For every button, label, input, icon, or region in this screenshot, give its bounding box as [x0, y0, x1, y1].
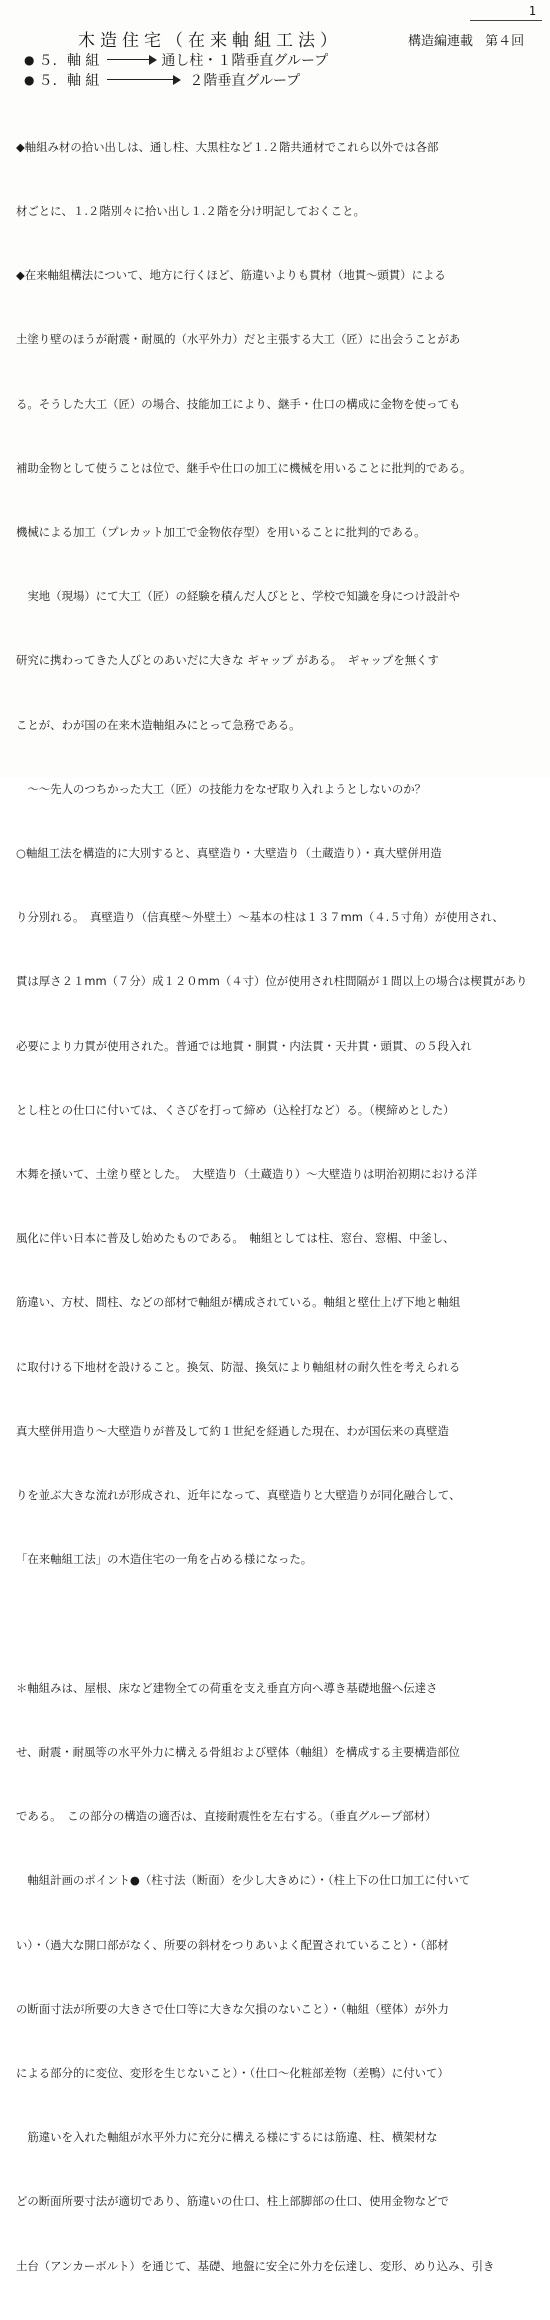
- text-line: 補助金物として使うことは位で、継手や仕口の加工に機械を用いることに批判的である。: [16, 460, 472, 475]
- text-line: 筋違いを入れた軸組が水平外力に充分に構える様にするには筋違、柱、横架材な: [16, 2130, 438, 2145]
- text-line: の断面寸法が所要の大きさで仕口等に大きな欠損のないこと）・（軸組（壁体）が外力: [16, 2001, 449, 2016]
- text-line: せ、耐震・耐風等の水平外力に構える骨組および壁体（軸組）を構成する主要構造部位: [16, 1744, 460, 1759]
- section-term: 軸 組: [66, 73, 100, 89]
- text-line: ◆在来軸組構法について、地方に行くほど、筋違いよりも貫材（地貫〜頭貫）による: [16, 268, 446, 283]
- text-line: ○軸組工法を構造的に大別すると、真壁造り・大壁造り（土蔵造り）・真大壁併用造: [16, 846, 442, 861]
- series-issue: 第４回: [485, 34, 525, 49]
- text-line: による部分的に変位、変形を生じないこと）・（仕口〜化粧部差物（差鴨）に付いて）: [16, 2065, 449, 2080]
- page-number: 1: [528, 4, 536, 18]
- right-arrow-icon: [107, 75, 181, 85]
- text-line: 必要により力貫が使用された。普通では地貫・胴貫・内法貫・天井貫・頭貫、の５段入れ: [16, 1038, 472, 1053]
- text-line: 筋違い、方杖、間柱、などの部材で軸組が構成されている。軸組と壁仕上げ下地と軸組: [16, 1295, 461, 1310]
- text-line: である。 この部分の構造の適否は、直接耐震性を左右する。（垂直グループ部材）: [16, 1809, 437, 1824]
- bullet-dot: ●: [24, 53, 35, 67]
- text-line: に取付ける下地材を設けること。換気、防湿、換気により軸組材の耐久性を考えられる: [16, 1359, 461, 1374]
- series-label: 構造編連載: [408, 34, 474, 49]
- text-line: る。そうした大工（匠）の場合、技能加工により、継手・仕口の構成に金物を使っても: [16, 396, 461, 411]
- text-line: 研究に携わってきた人びとのあいだに大きな ギャップ がある。 ギャップを無くす: [16, 653, 439, 668]
- text-line: どの断面所要寸法が適切であり、筋違いの仕口、柱上部脚部の仕口、使用金物などで: [16, 2194, 449, 2209]
- text-line: 「在来軸組工法」の木造住宅の一角を占める様になった。: [16, 1552, 313, 1567]
- section-heading-2: [24, 70, 302, 90]
- text-line: ◆軸組み材の拾い出しは、通し柱、大黒柱など１.２階共通材でこれら以外では各部: [16, 139, 439, 154]
- section-item-1: 通し柱・１階垂直グループ: [161, 53, 329, 69]
- text-line: 木舞を掻いて、土塗り壁とした。 大壁造り（土蔵造り）〜大壁造りは明治初期における洋: [16, 1167, 478, 1182]
- text-line: 真大壁併用造り〜大壁造りが普及して約１世紀を経過した現在、わが国伝来の真壁造: [16, 1423, 449, 1438]
- text-line: 貫は厚さ２１mm（７分）成１２０mm（４寸）位が使用され柱間隔が１間以上の場合は楔貫があり: [16, 974, 528, 989]
- text-line: 材ごとに、１.２階別々に拾い出し１.２階を分け明記しておくこと。: [16, 204, 365, 219]
- bullet-dot: ●: [24, 73, 35, 87]
- section-number: ５.: [38, 73, 57, 89]
- section-number: ５.: [38, 53, 57, 69]
- text-line: ＊軸組みは、屋根、床など建物全ての荷重を支え垂直方向へ導き基礎地盤へ伝達さ: [16, 1680, 438, 1695]
- section-term: 軸 組: [66, 53, 100, 69]
- text-line: りを並ぶ大きな流れが形成され、近年になって、真壁造りと大壁造りが同化融合して、: [16, 1488, 461, 1503]
- text-line: 軸組計画のポイント●（柱寸法（断面）を少し大きめに）・（柱上下の仕口加工に付いて: [16, 1873, 471, 1888]
- text-line: [16, 1613, 534, 1634]
- text-line: り分別れる。 真壁造り（信真壁〜外壁土）〜基本の柱は１３７mm（４.５寸角）が使用され、: [16, 910, 504, 925]
- document-title: 木造住宅（在来軸組工法）: [78, 31, 342, 51]
- text-line: 土塗り壁のほうが耐震・耐風的（水平外力）だと主張する大工（匠）に出会うことがあ: [16, 332, 461, 347]
- section-item-2: ２階垂直グループ: [189, 73, 301, 89]
- body-text: [16, 94, 534, 2320]
- series-info: [408, 30, 524, 49]
- right-arrow-icon: [107, 55, 157, 65]
- text-line: 風化に伴い日本に普及し始めたものである。 軸組としては柱、窓台、窓楣、中釜し、: [16, 1231, 455, 1246]
- text-line: とし柱との仕口に付いては、くさびを打って締め（込栓打など）る。（楔締めとした）: [16, 1102, 455, 1117]
- text-line: 機械による加工（プレカット加工で金物依存型）を用いることに批判的である。: [16, 525, 426, 540]
- text-line: 〜〜先人のつちかった大工（匠）の技能力をなぜ取り入れようとしないのか？: [16, 781, 427, 796]
- page-number-rule: [470, 20, 542, 21]
- text-line: 土台（アンカーボルト）を通じて、基礎、地盤に安全に外力を伝達し、変形、めり込み、引き: [16, 2258, 495, 2273]
- text-line: い）・（過大な開口部がなく、所要の斜材をつりあいよく配置されていること）・（部材: [16, 1937, 449, 1952]
- text-line: 実地（現場）にて大工（匠）の経験を積んだ人びとと、学校で知識を身につけ設計や: [16, 589, 461, 604]
- text-line: ことが、わが国の在来木造軸組みにとって急務である。: [16, 717, 301, 732]
- section-heading-1: [24, 50, 330, 70]
